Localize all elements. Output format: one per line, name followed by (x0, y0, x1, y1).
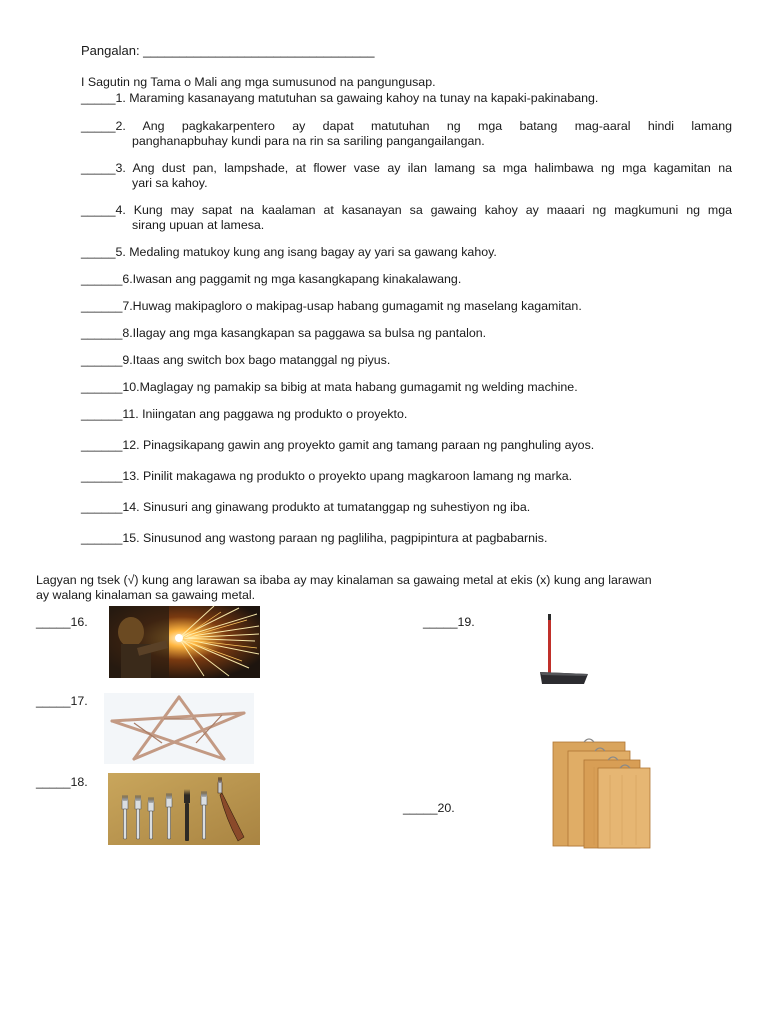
question-4-line2: sirang upuan at lamesa. (132, 218, 265, 232)
question-2-line1: _____2. Ang pagkakarpentero ay dapat matutuhan ng mga batang mag-aaral hindi lamang (81, 119, 732, 133)
item-17-label: _____17. (36, 694, 88, 708)
question-5: _____5. Medaling matukoy kung ang isang bagay ay yari sa gawang kahoy. (81, 245, 497, 259)
wooden-cutting-boards-image (550, 735, 653, 850)
question-9: ______9.Itaas ang switch box bago matanggal ng piyus. (81, 353, 391, 367)
question-7: ______7.Huwag makipagloro o makipag-usap habang gumagamit ng maselang kagamitan. (81, 299, 582, 313)
question-1: _____1. Maraming kasanayang matutuhan sa gawaing kahoy na tunay na kapaki-pakinabang. (81, 91, 599, 105)
question-4 (81, 203, 732, 218)
item-18-label: _____18. (36, 775, 88, 789)
item-19-label: _____19. (423, 615, 475, 629)
question-2 (81, 119, 732, 134)
part2-instruction-line1: Lagyan ng tsek (√) kung ang larawan sa ibaba ay may kinalaman sa gawaing metal at ekis (x) kung ang larawan (36, 573, 652, 587)
question-3 (81, 161, 732, 176)
question-15: ______15. Sinusunod ang wastong paraan ng pagliliha, pagpipintura at pagbabarnis. (81, 531, 548, 545)
forks-utensils-image (108, 773, 260, 845)
question-4-line1: _____4. Kung may sapat na kaalaman at kasanayan sa gawaing kahoy ay maaari ng magkumuni ng mga (81, 203, 732, 217)
part2-instruction-line2: ay walang kinalaman sa gawaing metal. (36, 588, 256, 602)
welding-sparks-image (109, 606, 260, 678)
question-6: ______6.Iwasan ang paggamit ng mga kasangkapang kinakalawang. (81, 272, 462, 286)
dust-pan-image (490, 612, 640, 688)
question-2-line2: panghanapbuhay kundi para na rin sa sariling pangangailangan. (132, 134, 485, 148)
item-16-label: _____16. (36, 615, 88, 629)
question-10: ______10.Maglagay ng pamakip sa bibig at mata habang gumagamit ng welding machine. (81, 380, 578, 394)
item-20-label: _____20. (403, 801, 455, 815)
question-3-line1: _____3. Ang dust pan, lampshade, at flower vase ay ilan lamang sa mga halimbawa ng mga kagamitan na (81, 161, 732, 175)
name-field-label[interactable]: Pangalan: ________________________________ (81, 43, 375, 58)
question-14: ______14. Sinusuri ang ginawang produkto at tumatanggap ng suhestiyon ng iba. (81, 500, 531, 514)
question-11: ______11. Iniingatan ang paggawa ng produkto o proyekto. (81, 407, 408, 421)
bamboo-star-frame-image (104, 693, 254, 764)
question-12: ______12. Pinagsikapang gawin ang proyekto gamit ang tamang paraan ng panghuling ayos. (81, 438, 595, 452)
part1-instruction: I Sagutin ng Tama o Mali ang mga sumusunod na pangungusap. (81, 75, 436, 89)
question-13: ______13. Pinilit makagawa ng produkto o proyekto upang magkaroon lamang ng marka. (81, 469, 573, 483)
question-3-line2: yari sa kahoy. (132, 176, 208, 190)
question-8: ______8.Ilagay ang mga kasangkapan sa paggawa sa bulsa ng pantalon. (81, 326, 487, 340)
